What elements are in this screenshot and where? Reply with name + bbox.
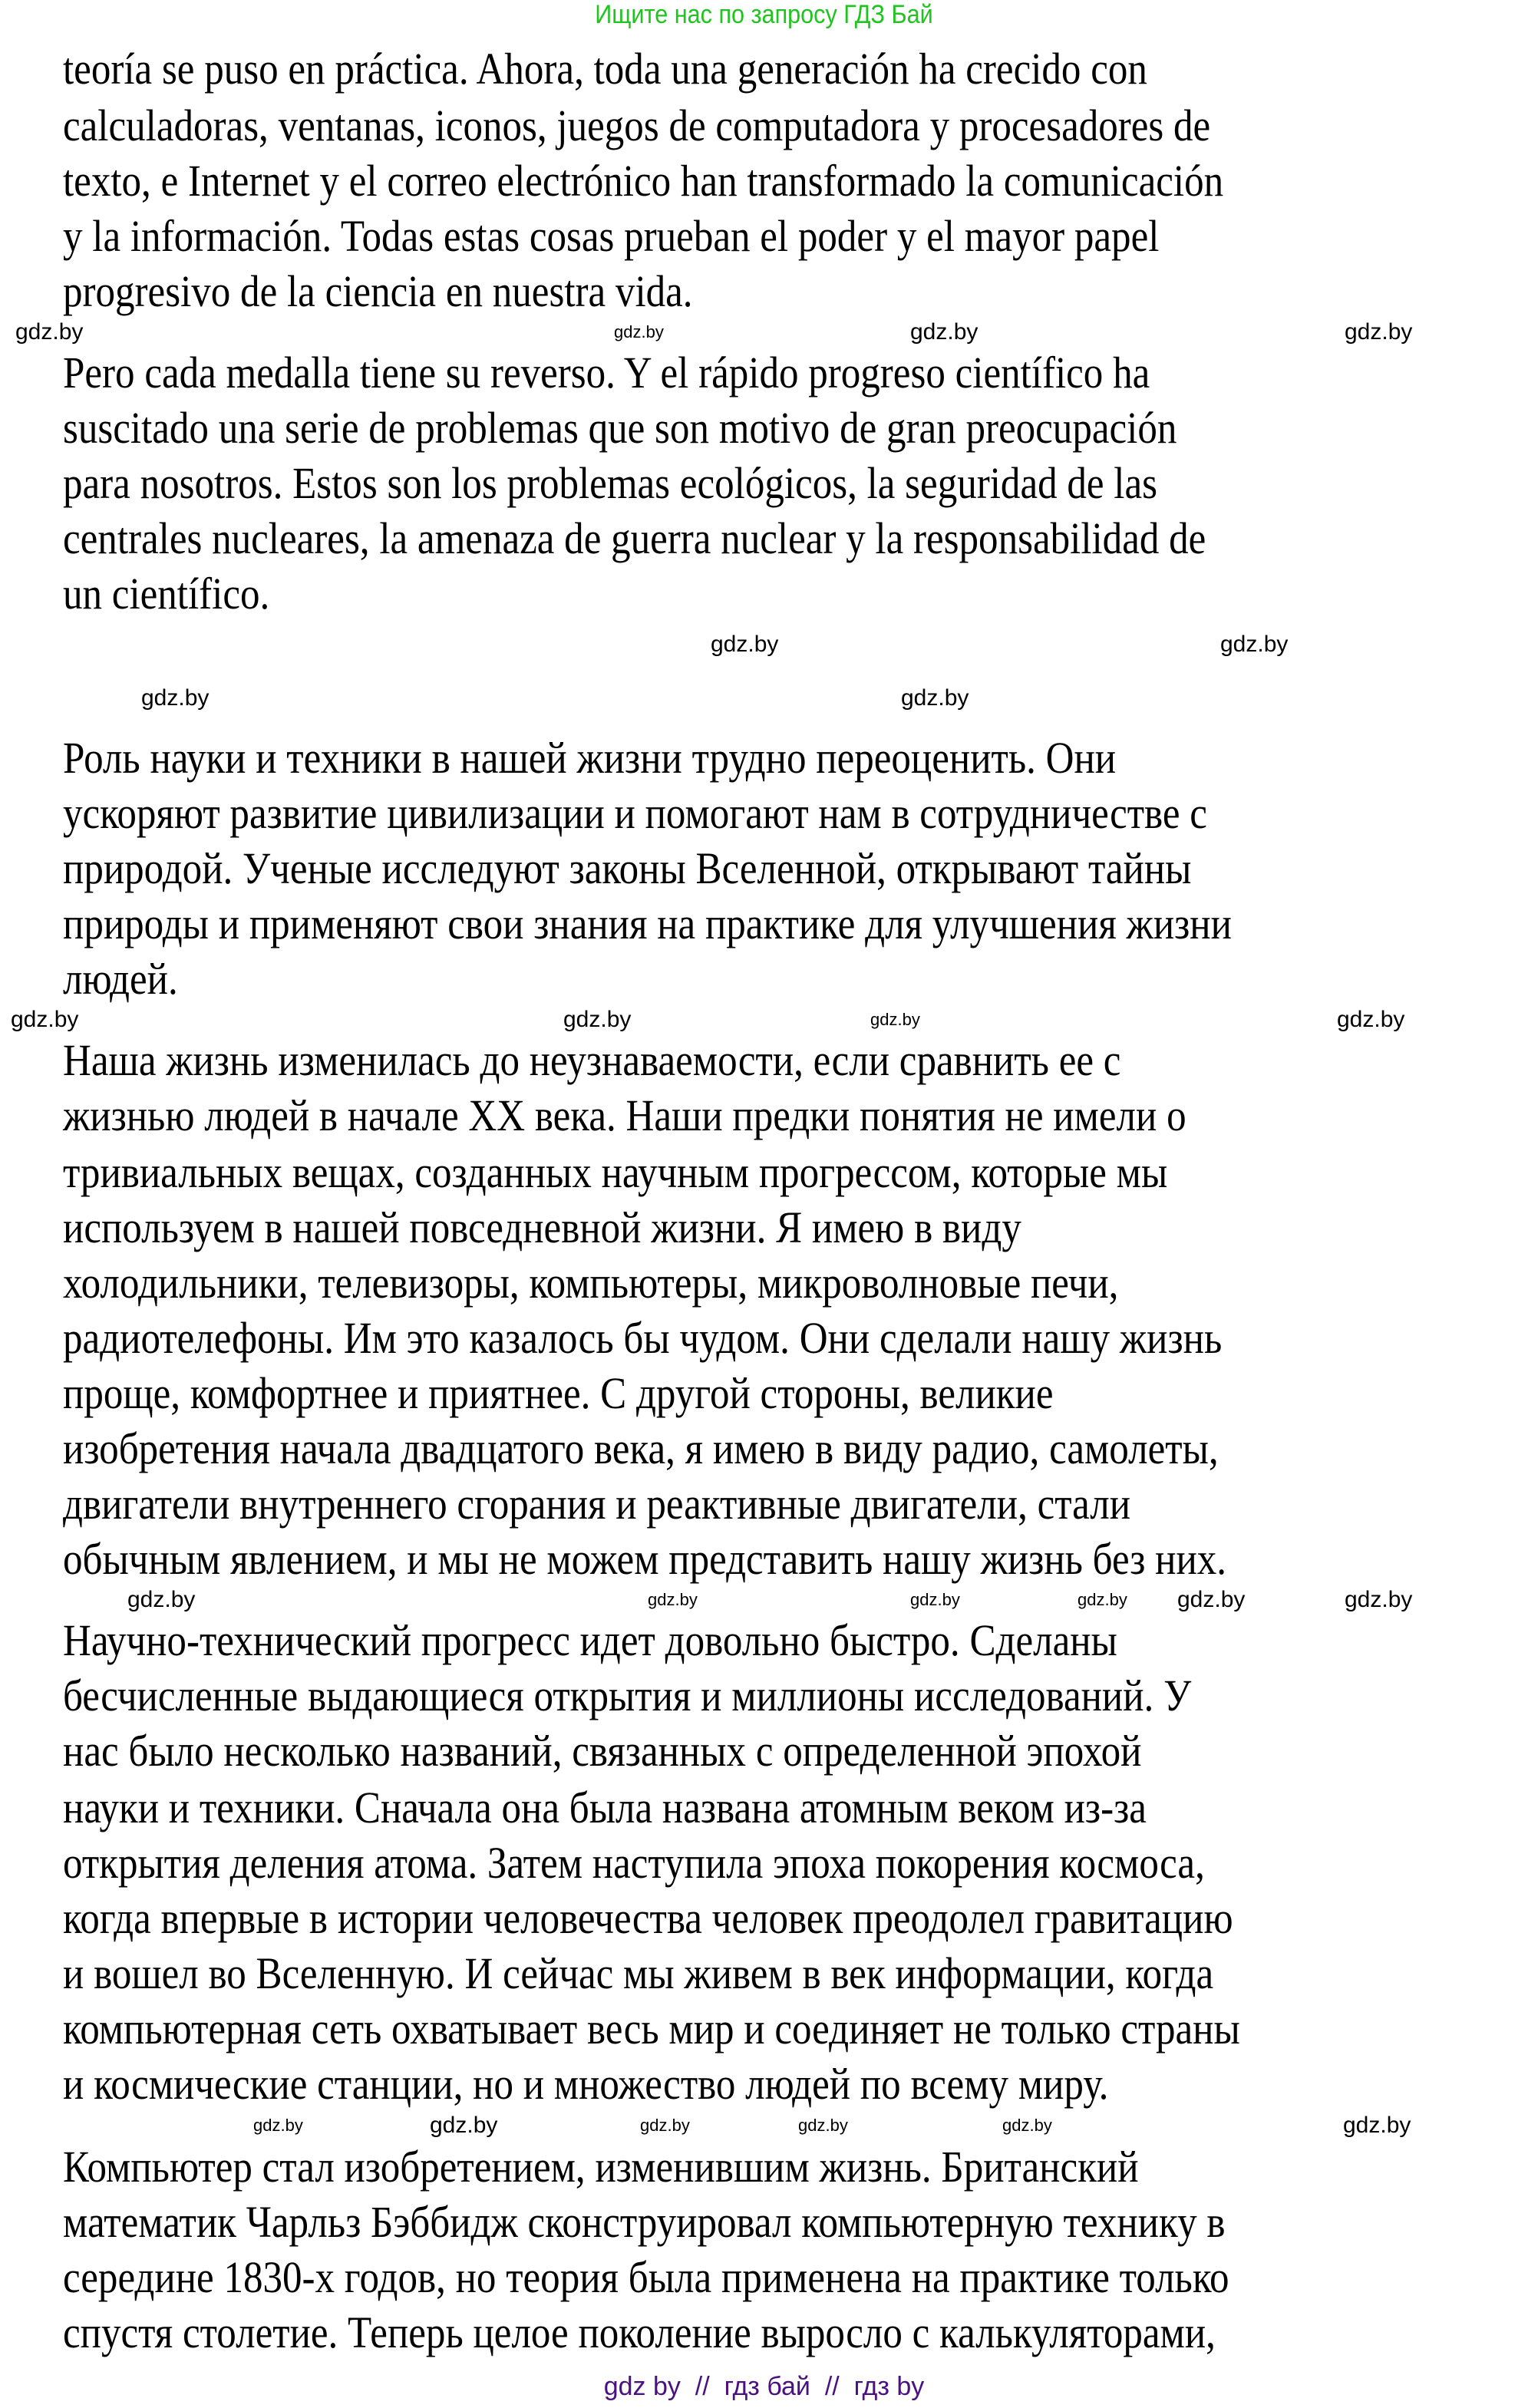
text-line: жизнью людей в начале XX века. Наши предки понятия не имели о [63, 1090, 1186, 1140]
text-line: centrales nucleares, la amenaza de guerra nuclear y la responsabilidad de [63, 513, 1206, 563]
watermark-text: gdz.by [910, 319, 979, 345]
header-banner: Ищите нас по запросу ГДЗ Бай [595, 0, 933, 29]
watermark-text: gdz.by [253, 2116, 303, 2135]
watermark-text: gdz.by [1337, 1007, 1405, 1032]
text-line: teoría se puso en práctica. Ahora, toda una generación ha crecido con [63, 44, 1147, 94]
text-line: para nosotros. Estos son los problemas ecológicos, la seguridad de las [63, 458, 1158, 508]
watermark-text: gdz.by [798, 2116, 848, 2135]
watermark-text: gdz.by [1343, 2113, 1411, 2138]
text-line: двигатели внутреннего сгорания и реактивные двигатели, стали [63, 1479, 1131, 1529]
text-line: нас было несколько названий, связанных с определенной эпохой [63, 1726, 1142, 1776]
watermark-text: gdz.by [11, 1007, 79, 1032]
watermark-text: gdz.by [1177, 1587, 1246, 1612]
text-line: открытия деления атома. Затем наступила эпоха покорения космоса, [63, 1838, 1205, 1888]
text-line: радиотелефоны. Им это казалось бы чудом. Они сделали нашу жизнь [63, 1313, 1223, 1363]
watermark-text: gdz.by [640, 2116, 690, 2135]
text-line: и вошел во Вселенную. И сейчас мы живем в век информации, когда [63, 1948, 1214, 1998]
text-line: Наша жизнь изменилась до неузнаваемости, если сравнить ее с [63, 1035, 1121, 1085]
text-line: и космические станции, но и множество людей по всему миру. [63, 2059, 1109, 2109]
text-line: Научно-технический прогресс идет довольно быстро. Сделаны [63, 1615, 1117, 1665]
text-line: calculadoras, ventanas, iconos, juegos de computadora y procesadores de [63, 101, 1211, 150]
watermark-text: gdz.by [901, 685, 969, 711]
text-line: un científico. [63, 569, 270, 618]
text-line: компьютерная сеть охватывает весь мир и соединяет не только страны [63, 2004, 1240, 2053]
text-line: природой. Ученые исследуют законы Вселенной, открывают тайны [63, 843, 1192, 893]
watermark-text: gdz.by [127, 1587, 196, 1612]
watermark-text: gdz.by [141, 685, 210, 711]
text-line: Компьютер стал изобретением, изменившим жизнь. Британский [63, 2142, 1139, 2192]
text-line: математик Чарльз Бэббидж сконструировал компьютерную технику в [63, 2197, 1226, 2247]
watermark-text: gdz.by [1345, 1587, 1413, 1612]
watermark-text: gdz.by [614, 322, 664, 341]
text-line: природы и применяют свои знания на практике для улучшения жизни [63, 899, 1232, 948]
text-line: используем в нашей повседневной жизни. Я имею в виду [63, 1202, 1021, 1252]
watermark-text: gdz.by [910, 1590, 960, 1609]
text-line: suscitado una serie de problemas que son motivo de gran preocupación [63, 403, 1177, 453]
text-line: texto, e Internet y el correo electrónico han transformado la comunicación [63, 156, 1224, 206]
text-line: людей. [63, 954, 178, 1004]
watermark-text: gdz.by [15, 319, 84, 345]
text-line: проще, комфортнее и приятнее. С другой стороны, великие [63, 1368, 1054, 1418]
text-line: холодильники, телевизоры, компьютеры, микроволновые печи, [63, 1258, 1119, 1308]
watermark-text: gdz.by [648, 1590, 698, 1609]
text-line: бесчисленные выдающиеся открытия и миллионы исследований. У [63, 1671, 1192, 1720]
watermark-text: gdz.by [1220, 632, 1289, 657]
watermark-text: gdz.by [1345, 319, 1413, 345]
text-line: науки и техники. Сначала она была названа атомным веком из-за [63, 1783, 1147, 1832]
text-line: изобретения начала двадцатого века, я имею в виду радио, самолеты, [63, 1423, 1219, 1473]
watermark-text: gdz.by [563, 1007, 632, 1032]
text-line: y la información. Todas estas cosas prueban el poder y el mayor papel [63, 211, 1160, 261]
text-line: спустя столетие. Теперь целое поколение выросло с калькуляторами, [63, 2307, 1216, 2357]
text-line: Роль науки и техники в нашей жизни трудно переоценить. Они [63, 733, 1117, 783]
watermark-text: gdz.by [870, 1010, 920, 1029]
watermark-text: gdz.by [711, 632, 779, 657]
text-line: тривиальных вещах, созданных научным прогрессом, которые мы [63, 1147, 1168, 1197]
footer-banner: gdz by // гдз бай // гдз by [603, 2372, 925, 2401]
watermark-text: gdz.by [1078, 1590, 1127, 1609]
text-line: Pero cada medalla tiene su reverso. Y el rápido progreso científico ha [63, 348, 1150, 397]
text-line: ускоряют развитие цивилизации и помогают нам в сотрудничестве с [63, 788, 1207, 838]
text-line: progresivo de la ciencia en nuestra vida. [63, 266, 693, 316]
watermark-text: gdz.by [430, 2113, 498, 2138]
text-line: середине 1830-х годов, но теория была применена на практике только [63, 2252, 1229, 2302]
text-line: обычным явлением, и мы не можем представить нашу жизнь без них. [63, 1534, 1227, 1584]
watermark-text: gdz.by [1002, 2116, 1052, 2135]
text-line: когда впервые в истории человечества человек преодолел гравитацию [63, 1893, 1233, 1943]
